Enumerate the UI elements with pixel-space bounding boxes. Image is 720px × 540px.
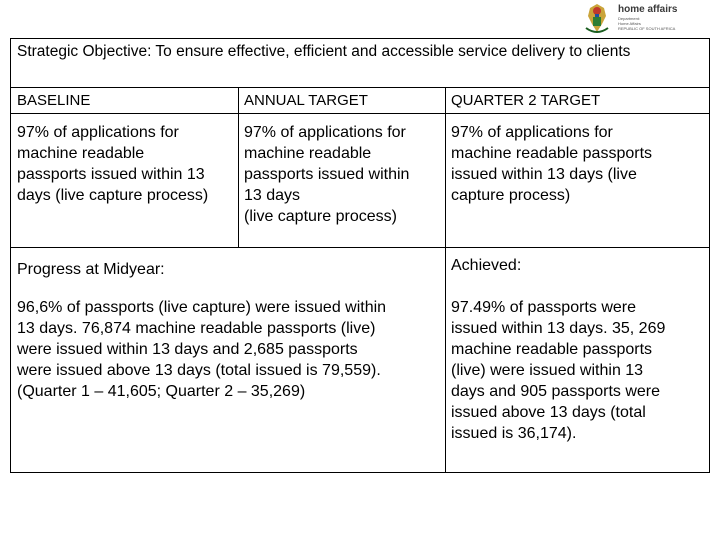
objective-text: Strategic Objective: To ensure effective, efficient and accessible service delivery to clients [17,43,631,60]
baseline-line: 97% of applications for [17,124,179,141]
strategic-objective [17,42,703,62]
annual-line: 97% of applications for [244,124,406,141]
annual-line: (live capture process) [244,208,397,225]
baseline-text [17,122,237,206]
row-divider [11,87,709,88]
midyear-line: 96,6% of passports (live capture) were issued within [17,299,387,316]
logo-line-3: REPUBLIC OF SOUTH AFRICA [618,26,676,31]
achieved-line: issued above 13 days (total [451,404,646,421]
midyear-line: were issued above 13 days (total issued is 79,559). [17,362,381,379]
header-annual-target: ANNUAL TARGET [244,92,368,109]
header-baseline: BASELINE [17,92,91,109]
midyear-line: (Quarter 1 – 41,605; Quarter 2 – 35,269) [17,383,306,400]
annual-line: passports issued within [244,166,410,183]
logo-line-2: Home Affairs [618,21,641,26]
column-divider [238,87,239,247]
quarter-line: issued within 13 days (live [451,166,637,183]
achieved-line: issued within 13 days. 35, 269 [451,320,666,337]
annual-line: 13 days [244,187,301,204]
quarter-line: 97% of applications for [451,124,613,141]
achieved-line: (live) were issued within 13 [451,362,644,379]
quarter-line: capture process) [451,187,571,204]
home-affairs-logo [580,2,700,36]
logo-line-1: Department: [618,16,641,21]
achieved-line: 97.49% of passports were [451,299,636,316]
header-quarter-2-target: QUARTER 2 TARGET [451,92,601,109]
quarter-2-target-text [451,122,706,206]
midyear-line: were issued within 13 days and 2,685 passports [17,341,358,358]
baseline-line: passports issued within 13 [17,166,205,183]
logo-brand: home affairs [618,4,678,15]
annual-target-text [244,122,444,227]
progress-label: Progress at Midyear: [17,261,165,278]
midyear-progress-text [17,297,443,402]
baseline-line: machine readable [17,145,145,162]
row-divider [11,113,709,114]
achieved-line: issued is 36,174). [451,425,577,442]
achieved-line: days and 905 passports were [451,383,661,400]
strategic-objective-table [10,38,710,473]
achieved-line: machine readable passports [451,341,653,358]
quarter-line: machine readable passports [451,145,653,162]
achieved-label: Achieved: [451,257,522,274]
column-divider [445,87,446,472]
baseline-line: days (live capture process) [17,187,209,204]
achieved-text [451,297,706,444]
coat-of-arms-icon [580,2,614,36]
annual-line: machine readable [244,145,372,162]
midyear-line: 13 days. 76,874 machine readable passports (live) [17,320,376,337]
row-divider [11,247,709,248]
